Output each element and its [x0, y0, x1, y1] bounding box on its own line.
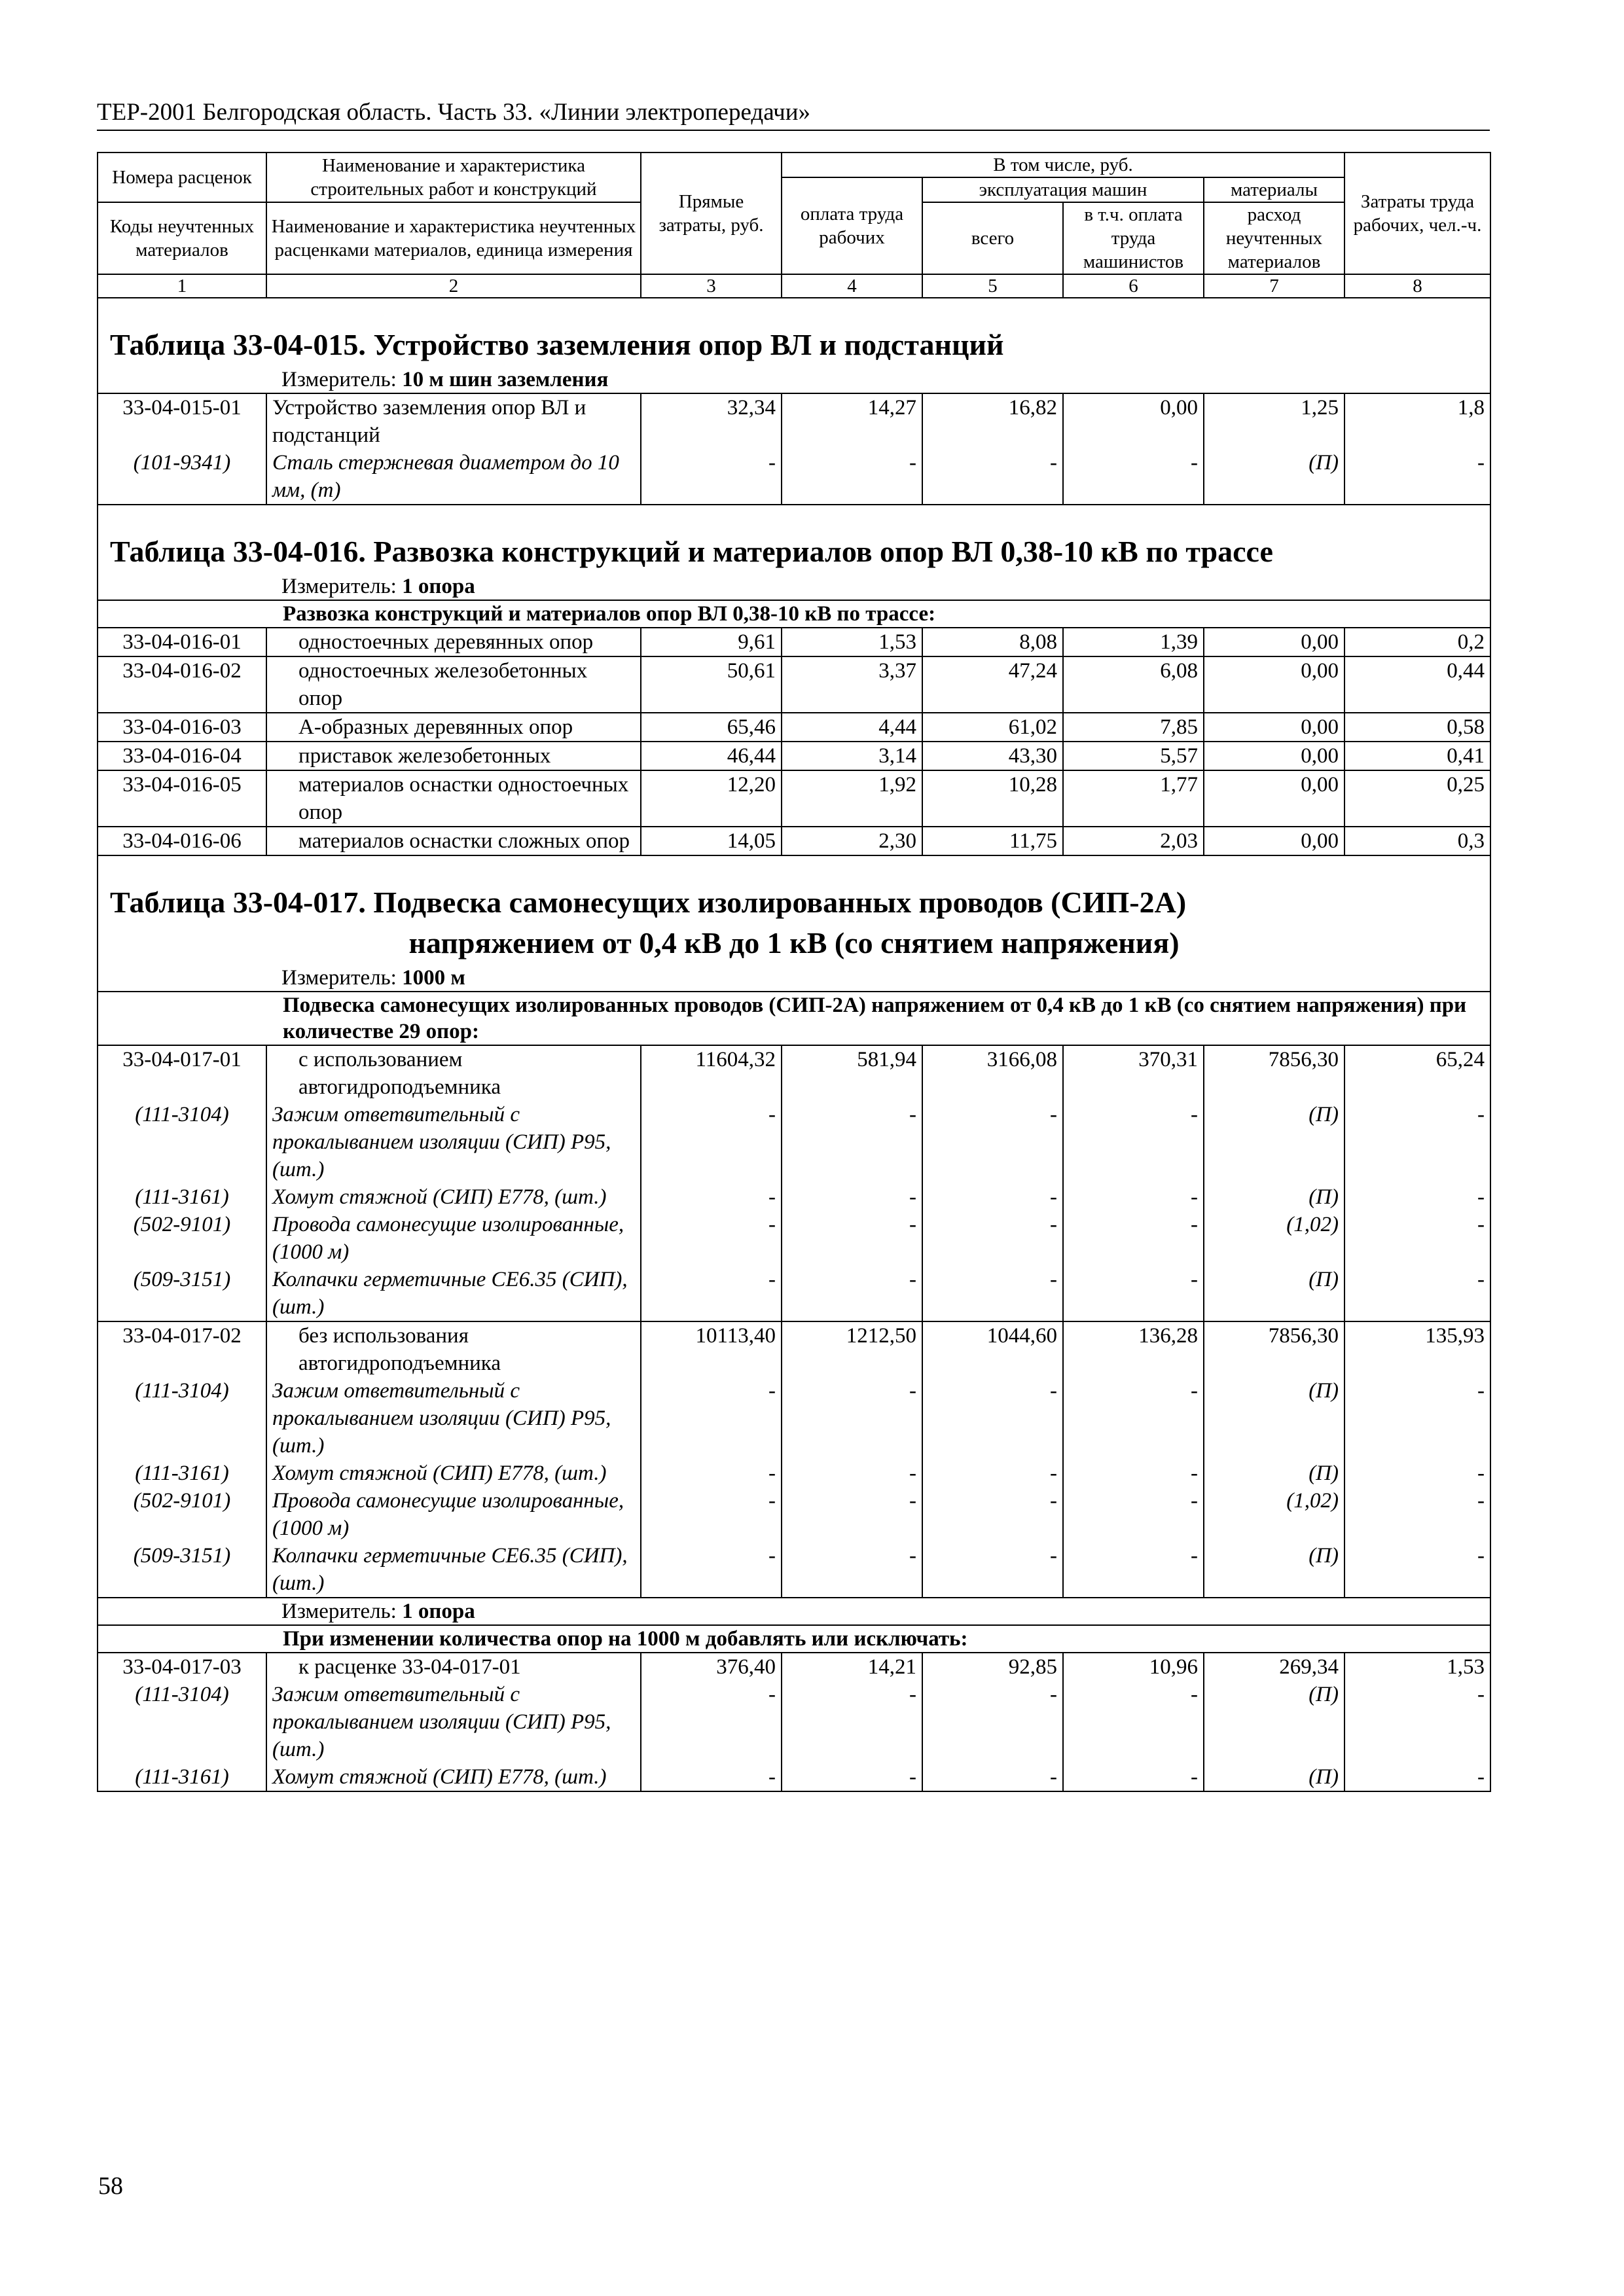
- table-row: [98, 713, 1490, 742]
- measure-label: Измеритель:: [281, 368, 403, 391]
- col-num: 4: [782, 274, 922, 298]
- value-col-3: 10113,40: [641, 1321, 782, 1377]
- header-col3: Прямые затраты, руб.: [641, 152, 782, 274]
- value-col-6: -: [1063, 449, 1204, 505]
- value-col-5: 1044,60: [922, 1321, 1063, 1377]
- header-col7: расход неучтенных материалов: [1204, 202, 1344, 274]
- measure-label: Измеритель:: [281, 1600, 403, 1623]
- table-33-04-017: [98, 855, 1490, 1045]
- header-col1-bottom: Коды неучтенных материалов: [98, 202, 266, 274]
- table-row: [98, 656, 1490, 713]
- value-col-4: -: [782, 1266, 922, 1321]
- header-col8: Затраты труда рабочих, чел.-ч.: [1344, 152, 1490, 274]
- material-code: (111-3104): [98, 1101, 266, 1183]
- value-col-7: 269,34: [1204, 1653, 1344, 1681]
- rate-code: 33-04-016-03: [98, 713, 266, 742]
- table-row: [98, 742, 1490, 770]
- material-code: (502-9101): [98, 1211, 266, 1266]
- material-row: [98, 1542, 1490, 1598]
- price-table: [97, 152, 1491, 1792]
- header-materials: материалы: [1204, 177, 1344, 202]
- value-col-7: (П): [1204, 1460, 1344, 1487]
- table-title: Таблица 33-04-017. Подвеска самонесущих изолированных проводов (СИП-2А): [98, 855, 1490, 924]
- col-num: 7: [1204, 274, 1344, 298]
- value-col-5: -: [922, 1681, 1063, 1763]
- value-col-4: -: [782, 1487, 922, 1542]
- value-col-6: -: [1063, 1377, 1204, 1460]
- value-col-6: -: [1063, 1183, 1204, 1211]
- value-col-4: -: [782, 1460, 922, 1487]
- value-col-3: 50,61: [641, 656, 782, 713]
- value-col-3: 14,05: [641, 827, 782, 855]
- rows-33-04-017-01: [98, 1045, 1490, 1321]
- work-name: Устройство заземления опор ВЛ и подстанций: [266, 393, 641, 449]
- value-col-6: -: [1063, 1763, 1204, 1791]
- value-col-4: 1,53: [782, 628, 922, 656]
- col-num: 1: [98, 274, 266, 298]
- material-row: [98, 1211, 1490, 1266]
- value-col-7: (П): [1204, 1377, 1344, 1460]
- value-col-3: 376,40: [641, 1653, 782, 1681]
- value-col-5: -: [922, 1542, 1063, 1598]
- value-col-4: 1212,50: [782, 1321, 922, 1377]
- col-num: 3: [641, 274, 782, 298]
- rate-code: 33-04-017-01: [98, 1045, 266, 1101]
- value-col-7: 0,00: [1204, 770, 1344, 827]
- header-incl: В том числе, руб.: [782, 152, 1344, 177]
- value-col-3: 9,61: [641, 628, 782, 656]
- value-col-6: -: [1063, 1101, 1204, 1183]
- value-col-8: -: [1344, 1460, 1490, 1487]
- work-name: А-образных деревянных опор: [266, 713, 641, 742]
- value-col-3: -: [641, 449, 782, 505]
- section-heading: При изменении количества опор на 1000 м добавлять или исключать:: [98, 1625, 1490, 1653]
- value-col-6: -: [1063, 1487, 1204, 1542]
- value-col-3: -: [641, 1681, 782, 1763]
- value-col-4: -: [782, 1211, 922, 1266]
- value-col-6: 7,85: [1063, 713, 1204, 742]
- value-col-6: 5,57: [1063, 742, 1204, 770]
- value-col-4: -: [782, 1377, 922, 1460]
- header-col2-top: Наименование и характеристика строительных работ и конструкций: [266, 152, 641, 202]
- value-col-7: 7856,30: [1204, 1045, 1344, 1101]
- value-col-8: -: [1344, 1266, 1490, 1321]
- value-col-8: -: [1344, 1183, 1490, 1211]
- rate-code: 33-04-016-04: [98, 742, 266, 770]
- material-name: Зажим ответвительный с прокалыванием изоляции (СИП) Р95, (шт.): [266, 1681, 641, 1763]
- header-col1-top: Номера расценок: [98, 152, 266, 202]
- rate-code: 33-04-016-06: [98, 827, 266, 855]
- value-col-4: 14,21: [782, 1653, 922, 1681]
- value-col-3: -: [641, 1101, 782, 1183]
- value-col-8: 65,24: [1344, 1045, 1490, 1101]
- material-row: [98, 1377, 1490, 1460]
- work-name: приставок железобетонных: [266, 742, 641, 770]
- value-col-4: -: [782, 1542, 922, 1598]
- value-col-3: -: [641, 1211, 782, 1266]
- page-header: ТЕР-2001 Белгородская область. Часть 33. «Линии электропередачи»: [97, 97, 1490, 131]
- value-col-3: -: [641, 1542, 782, 1598]
- table-33-04-017-measure2: [98, 1598, 1490, 1653]
- value-col-5: -: [922, 1460, 1063, 1487]
- work-name: без использования автогидроподъемника: [266, 1321, 641, 1377]
- material-name: Зажим ответвительный с прокалыванием изоляции (СИП) Р95, (шт.): [266, 1101, 641, 1183]
- value-col-7: (П): [1204, 1542, 1344, 1598]
- header-col2-bottom: Наименование и характеристика неучтенных расценками материалов, единица измерения: [266, 202, 641, 274]
- value-col-3: -: [641, 1460, 782, 1487]
- work-name: к расценке 33-04-017-01: [266, 1653, 641, 1681]
- rows-33-04-017-02: [98, 1321, 1490, 1598]
- value-col-6: 370,31: [1063, 1045, 1204, 1101]
- value-col-6: 6,08: [1063, 656, 1204, 713]
- work-name: материалов оснастки одностоечных опор: [266, 770, 641, 827]
- value-col-5: -: [922, 1183, 1063, 1211]
- measure-value: 1 опора: [402, 1600, 475, 1623]
- value-col-3: 65,46: [641, 713, 782, 742]
- value-col-5: -: [922, 449, 1063, 505]
- header-col4: оплата труда рабочих: [782, 177, 922, 274]
- value-col-6: -: [1063, 1266, 1204, 1321]
- value-col-5: -: [922, 1266, 1063, 1321]
- value-col-7: (П): [1204, 1266, 1344, 1321]
- material-name: Колпачки герметичные СЕ6.35 (СИП), (шт.): [266, 1542, 641, 1598]
- material-row: [98, 1763, 1490, 1791]
- value-col-3: -: [641, 1763, 782, 1791]
- value-col-6: -: [1063, 1211, 1204, 1266]
- measure-value: 1000 м: [402, 966, 465, 990]
- value-col-3: -: [641, 1377, 782, 1460]
- value-col-4: -: [782, 1101, 922, 1183]
- value-col-6: 1,77: [1063, 770, 1204, 827]
- value-col-7: 0,00: [1204, 742, 1344, 770]
- value-col-5: -: [922, 1211, 1063, 1266]
- material-row: [98, 449, 1490, 505]
- value-col-4: -: [782, 1681, 922, 1763]
- value-col-3: 11604,32: [641, 1045, 782, 1101]
- section-heading: Подвеска самонесущих изолированных проводов (СИП-2А) напряжением от 0,4 кВ до 1 кВ (со снятием напряжения) при количестве 29 опор:: [98, 992, 1490, 1045]
- rows-33-04-016: [98, 628, 1490, 855]
- rate-code: 33-04-017-02: [98, 1321, 266, 1377]
- value-col-4: 2,30: [782, 827, 922, 855]
- rate-code: 33-04-016-05: [98, 770, 266, 827]
- table-row: [98, 827, 1490, 855]
- measure-line: [98, 573, 1490, 600]
- table-row: [98, 393, 1490, 449]
- table-33-04-016: [98, 505, 1490, 628]
- col-num: 2: [266, 274, 641, 298]
- material-row: [98, 1460, 1490, 1487]
- value-col-8: -: [1344, 1542, 1490, 1598]
- header-col5: всего: [922, 202, 1063, 274]
- value-col-4: -: [782, 449, 922, 505]
- value-col-5: -: [922, 1487, 1063, 1542]
- value-col-8: -: [1344, 1487, 1490, 1542]
- value-col-4: 3,37: [782, 656, 922, 713]
- header-machines: эксплуатация машин: [922, 177, 1204, 202]
- measure-label: Измеритель:: [281, 575, 403, 598]
- value-col-5: -: [922, 1377, 1063, 1460]
- value-col-3: -: [641, 1183, 782, 1211]
- measure-value: 10 м шин заземления: [402, 368, 609, 391]
- value-col-3: 12,20: [641, 770, 782, 827]
- value-col-7: 0,00: [1204, 713, 1344, 742]
- value-col-5: 10,28: [922, 770, 1063, 827]
- material-name: Хомут стяжной (СИП) Е778, (шт.): [266, 1460, 641, 1487]
- table-header: [98, 152, 1490, 298]
- material-name: Хомут стяжной (СИП) Е778, (шт.): [266, 1763, 641, 1791]
- material-row: [98, 1183, 1490, 1211]
- value-col-7: (1,02): [1204, 1487, 1344, 1542]
- value-col-4: -: [782, 1183, 922, 1211]
- value-col-8: 0,2: [1344, 628, 1490, 656]
- value-col-8: -: [1344, 1211, 1490, 1266]
- rate-code: 33-04-015-01: [98, 393, 266, 449]
- value-col-6: 136,28: [1063, 1321, 1204, 1377]
- table-title: Таблица 33-04-015. Устройство заземления опор ВЛ и подстанций: [98, 298, 1490, 367]
- col-num: 8: [1344, 274, 1490, 298]
- value-col-8: -: [1344, 449, 1490, 505]
- value-col-7: (П): [1204, 1681, 1344, 1763]
- value-col-8: -: [1344, 1101, 1490, 1183]
- rows-33-04-015: [98, 393, 1490, 505]
- material-code: (101-9341): [98, 449, 266, 505]
- value-col-7: (П): [1204, 449, 1344, 505]
- value-col-6: 10,96: [1063, 1653, 1204, 1681]
- value-col-5: 61,02: [922, 713, 1063, 742]
- measure-line: [98, 1598, 1490, 1625]
- section-heading: Развозка конструкций и материалов опор ВЛ 0,38-10 кВ по трассе:: [98, 600, 1490, 628]
- value-col-5: 16,82: [922, 393, 1063, 449]
- value-col-6: -: [1063, 1460, 1204, 1487]
- value-col-7: 0,00: [1204, 827, 1344, 855]
- rate-code: 33-04-017-03: [98, 1653, 266, 1681]
- material-code: (111-3161): [98, 1460, 266, 1487]
- value-col-5: 43,30: [922, 742, 1063, 770]
- material-row: [98, 1101, 1490, 1183]
- material-name: Зажим ответвительный с прокалыванием изоляции (СИП) Р95, (шт.): [266, 1377, 641, 1460]
- table-row: [98, 1653, 1490, 1681]
- work-name: материалов оснастки сложных опор: [266, 827, 641, 855]
- material-name: Провода самонесущие изолированные, (1000 м): [266, 1487, 641, 1542]
- table-row: [98, 770, 1490, 827]
- table-title-line2: напряжением от 0,4 кВ до 1 кВ (со снятием напряжения): [98, 924, 1490, 965]
- value-col-7: (П): [1204, 1763, 1344, 1791]
- material-code: (111-3104): [98, 1681, 266, 1763]
- material-name: Провода самонесущие изолированные, (1000 м): [266, 1211, 641, 1266]
- measure-value: 1 опора: [402, 575, 475, 598]
- value-col-6: -: [1063, 1681, 1204, 1763]
- work-name: с использованием автогидроподъемника: [266, 1045, 641, 1101]
- material-row: [98, 1266, 1490, 1321]
- value-col-5: -: [922, 1763, 1063, 1791]
- material-name: Колпачки герметичные СЕ6.35 (СИП), (шт.): [266, 1266, 641, 1321]
- value-col-3: -: [641, 1266, 782, 1321]
- value-col-5: 11,75: [922, 827, 1063, 855]
- measure-line: [98, 367, 1490, 393]
- value-col-6: 2,03: [1063, 827, 1204, 855]
- value-col-7: 0,00: [1204, 628, 1344, 656]
- value-col-8: -: [1344, 1377, 1490, 1460]
- value-col-4: 14,27: [782, 393, 922, 449]
- value-col-3: -: [641, 1487, 782, 1542]
- material-code: (509-3151): [98, 1266, 266, 1321]
- value-col-7: 0,00: [1204, 656, 1344, 713]
- value-col-6: -: [1063, 1542, 1204, 1598]
- value-col-8: 0,41: [1344, 742, 1490, 770]
- material-code: (111-3104): [98, 1377, 266, 1460]
- value-col-6: 0,00: [1063, 393, 1204, 449]
- work-name: одностоечных железобетонных опор: [266, 656, 641, 713]
- material-row: [98, 1681, 1490, 1763]
- table-row: [98, 628, 1490, 656]
- table-row: [98, 1321, 1490, 1377]
- col-num: 5: [922, 274, 1063, 298]
- material-code: (509-3151): [98, 1542, 266, 1598]
- value-col-8: -: [1344, 1763, 1490, 1791]
- value-col-8: 0,25: [1344, 770, 1490, 827]
- table-title: Таблица 33-04-016. Развозка конструкций и материалов опор ВЛ 0,38-10 кВ по трассе: [98, 505, 1490, 573]
- material-code: (502-9101): [98, 1487, 266, 1542]
- material-name: Хомут стяжной (СИП) Е778, (шт.): [266, 1183, 641, 1211]
- value-col-3: 32,34: [641, 393, 782, 449]
- material-code: (111-3161): [98, 1183, 266, 1211]
- value-col-7: (1,02): [1204, 1211, 1344, 1266]
- value-col-4: 3,14: [782, 742, 922, 770]
- material-code: (111-3161): [98, 1763, 266, 1791]
- value-col-4: 4,44: [782, 713, 922, 742]
- material-name: Сталь стержневая диаметром до 10 мм, (т): [266, 449, 641, 505]
- work-name: одностоечных деревянных опор: [266, 628, 641, 656]
- value-col-8: -: [1344, 1681, 1490, 1763]
- value-col-5: 92,85: [922, 1653, 1063, 1681]
- value-col-4: 581,94: [782, 1045, 922, 1101]
- value-col-6: 1,39: [1063, 628, 1204, 656]
- table-row: [98, 1045, 1490, 1101]
- value-col-8: 0,3: [1344, 827, 1490, 855]
- rows-33-04-017-03: [98, 1653, 1490, 1791]
- table-33-04-015: [98, 298, 1490, 393]
- value-col-8: 0,44: [1344, 656, 1490, 713]
- measure-line: [98, 965, 1490, 992]
- page-number: 58: [98, 2172, 123, 2200]
- rate-code: 33-04-016-01: [98, 628, 266, 656]
- value-col-5: 3166,08: [922, 1045, 1063, 1101]
- header-col6: в т.ч. оплата труда машинистов: [1063, 202, 1204, 274]
- value-col-4: 1,92: [782, 770, 922, 827]
- rate-code: 33-04-016-02: [98, 656, 266, 713]
- measure-label: Измеритель:: [281, 966, 403, 990]
- value-col-7: (П): [1204, 1101, 1344, 1183]
- value-col-4: -: [782, 1763, 922, 1791]
- value-col-7: 7856,30: [1204, 1321, 1344, 1377]
- col-num: 6: [1063, 274, 1204, 298]
- value-col-5: -: [922, 1101, 1063, 1183]
- value-col-7: (П): [1204, 1183, 1344, 1211]
- value-col-8: 135,93: [1344, 1321, 1490, 1377]
- value-col-7: 1,25: [1204, 393, 1344, 449]
- value-col-8: 1,8: [1344, 393, 1490, 449]
- value-col-5: 8,08: [922, 628, 1063, 656]
- material-row: [98, 1487, 1490, 1542]
- value-col-3: 46,44: [641, 742, 782, 770]
- value-col-8: 1,53: [1344, 1653, 1490, 1681]
- value-col-8: 0,58: [1344, 713, 1490, 742]
- value-col-5: 47,24: [922, 656, 1063, 713]
